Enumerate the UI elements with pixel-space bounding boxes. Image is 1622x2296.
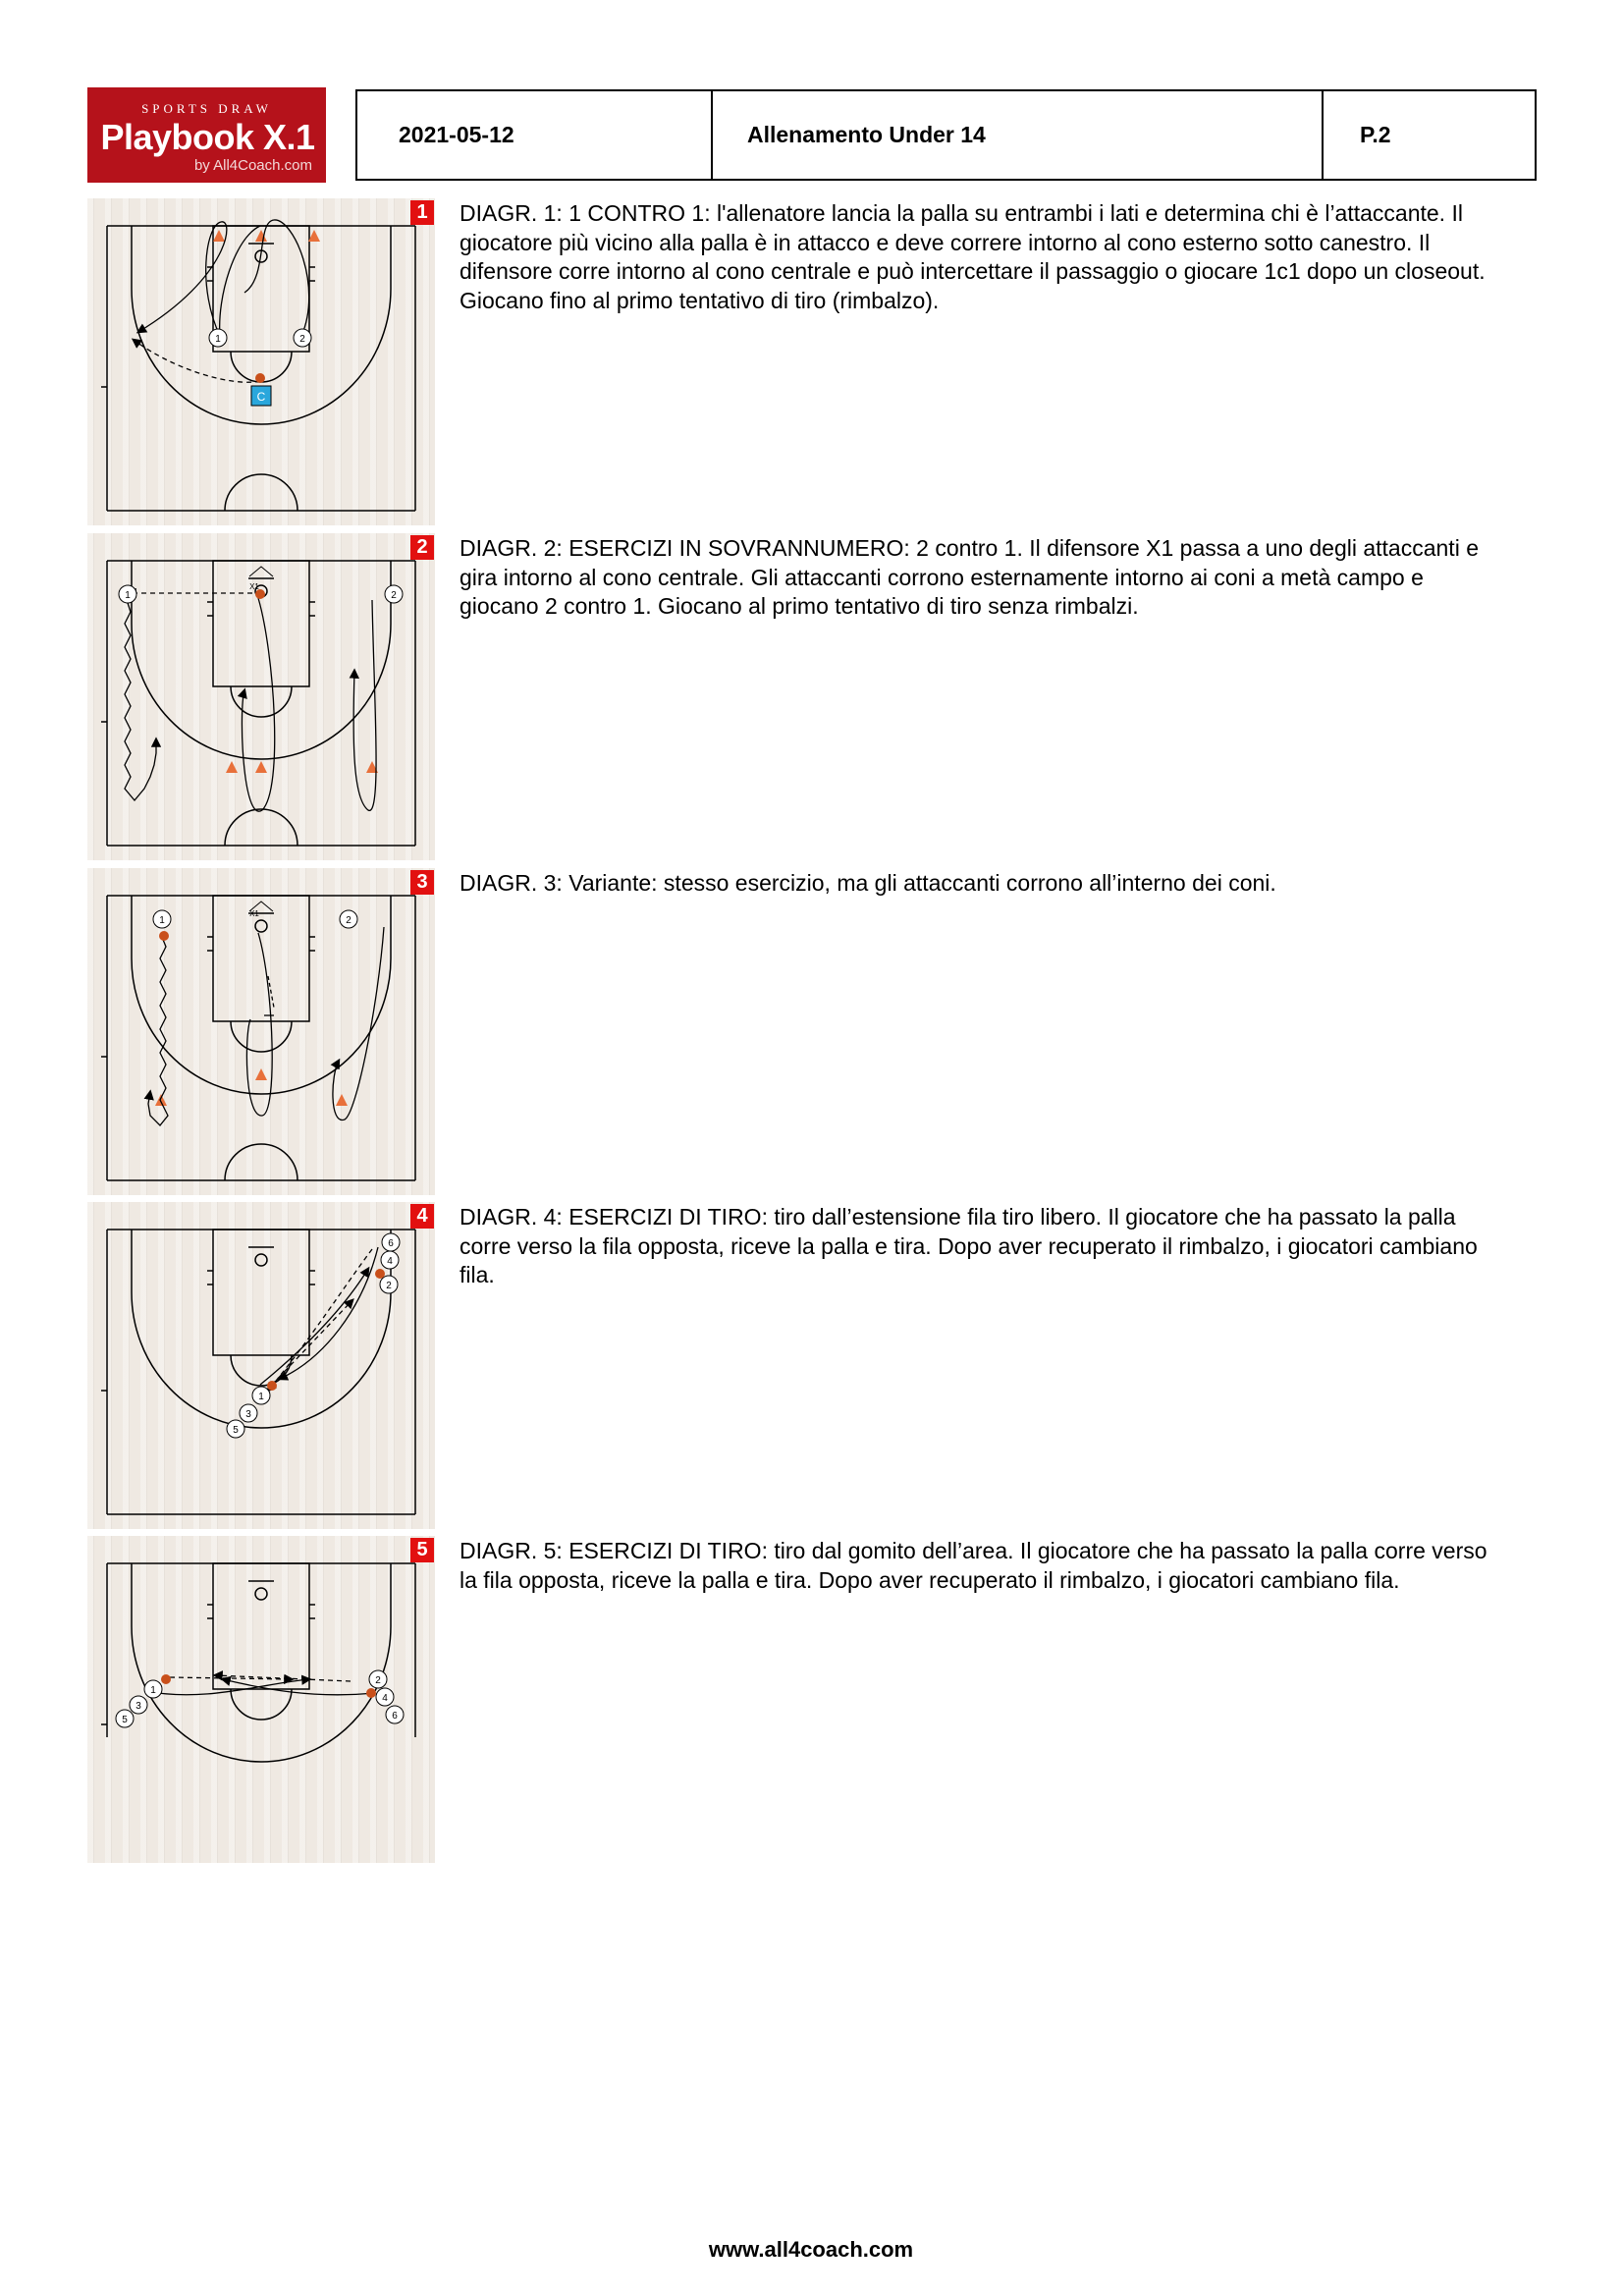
svg-text:4: 4	[382, 1693, 388, 1704]
header-date: 2021-05-12	[399, 122, 514, 147]
svg-text:5: 5	[233, 1425, 239, 1436]
svg-text:1: 1	[125, 590, 131, 601]
svg-text:3: 3	[135, 1701, 141, 1712]
header-title-cell	[711, 89, 1324, 181]
header-date-cell	[355, 89, 713, 181]
svg-text:2: 2	[386, 1281, 392, 1291]
diagram-number-3: 3	[410, 870, 434, 895]
svg-text:2: 2	[391, 590, 397, 601]
cone-left	[213, 230, 225, 242]
svg-text:X1: X1	[249, 582, 259, 591]
diagram-number-1: 1	[410, 200, 434, 225]
cone-right	[308, 230, 320, 242]
svg-text:C: C	[256, 390, 266, 404]
court-diagram-5	[87, 1536, 435, 1863]
logo-title: Playbook X.1	[100, 117, 315, 157]
svg-text:6: 6	[392, 1711, 398, 1722]
header-title: Allenamento Under 14	[747, 122, 986, 147]
svg-text:1: 1	[150, 1685, 156, 1696]
diagram-number-2: 2	[410, 535, 434, 560]
svg-text:2: 2	[375, 1675, 381, 1686]
playbook-logo	[87, 87, 326, 183]
svg-text:2: 2	[299, 334, 305, 345]
court-diagram-2	[87, 533, 435, 860]
svg-text:1: 1	[159, 915, 165, 926]
svg-text:1: 1	[258, 1392, 264, 1402]
court-diagram-1	[87, 198, 435, 525]
header-page: P.2	[1360, 122, 1391, 147]
court-diagram-4	[87, 1202, 435, 1529]
court-diagram-3	[87, 868, 435, 1195]
diagram-description-2: DIAGR. 2: ESERCIZI IN SOVRANNUMERO: 2 contro 1. Il difensore X1 passa a uno degli attaccanti e gira intorno al cono centrale. Gli attaccanti corrono esternamente intorno ai coni a metà campo e giocano 2 contro 1. Giocano al primo tentativo di tiro senza rimbalzi.	[460, 535, 1479, 620]
diagram-description-1: DIAGR. 1: 1 CONTRO 1: l'allenatore lancia la palla su entrambi i lati e determina chi è l’attaccante. Il giocatore più vicino alla palla è in attacco e deve correre intorno al cono esterno sotto canestro. Il difensore corre intorno al cono centrale e può intercettare il passaggio o giocare 1c1 dopo un closeout. Giocano fino al primo tentativo di tiro (rimbalzo).	[460, 200, 1486, 313]
svg-text:X1: X1	[249, 909, 259, 918]
svg-text:1: 1	[215, 334, 221, 345]
logo-byline: by All4Coach.com	[193, 157, 312, 174]
svg-text:4: 4	[387, 1256, 393, 1267]
footer-website[interactable]: www.all4coach.com	[708, 2237, 914, 2262]
svg-text:2: 2	[346, 915, 351, 926]
diagram-number-4: 4	[410, 1204, 434, 1229]
players-1	[209, 329, 311, 406]
header-page-cell	[1322, 89, 1537, 181]
svg-text:3: 3	[245, 1409, 251, 1420]
cones-1	[213, 230, 320, 242]
diagram-description-5: DIAGR. 5: ESERCIZI DI TIRO: tiro dal gomito dell’area. Il giocatore che ha passato la palla corre verso la fila opposta, riceve la palla e tira. Dopo aver recuperato il rimbalzo, i giocatori cambiano fila.	[460, 1538, 1487, 1593]
diagram-number-5: 5	[410, 1538, 434, 1562]
diagram-description-3: DIAGR. 3: Variante: stesso esercizio, ma gli attaccanti corrono all’interno dei coni.	[460, 870, 1276, 896]
svg-text:5: 5	[122, 1715, 128, 1725]
svg-text:6: 6	[388, 1238, 394, 1249]
diagram-description-4: DIAGR. 4: ESERCIZI DI TIRO: tiro dall’estensione fila tiro libero. Il giocatore che ha passato la palla corre verso la fila opposta, riceve la palla e tira. Dopo aver recuperato il rimbalzo, i giocatori cambiano fila.	[460, 1204, 1478, 1288]
logo-tagline: SPORTS DRAW	[141, 101, 272, 116]
